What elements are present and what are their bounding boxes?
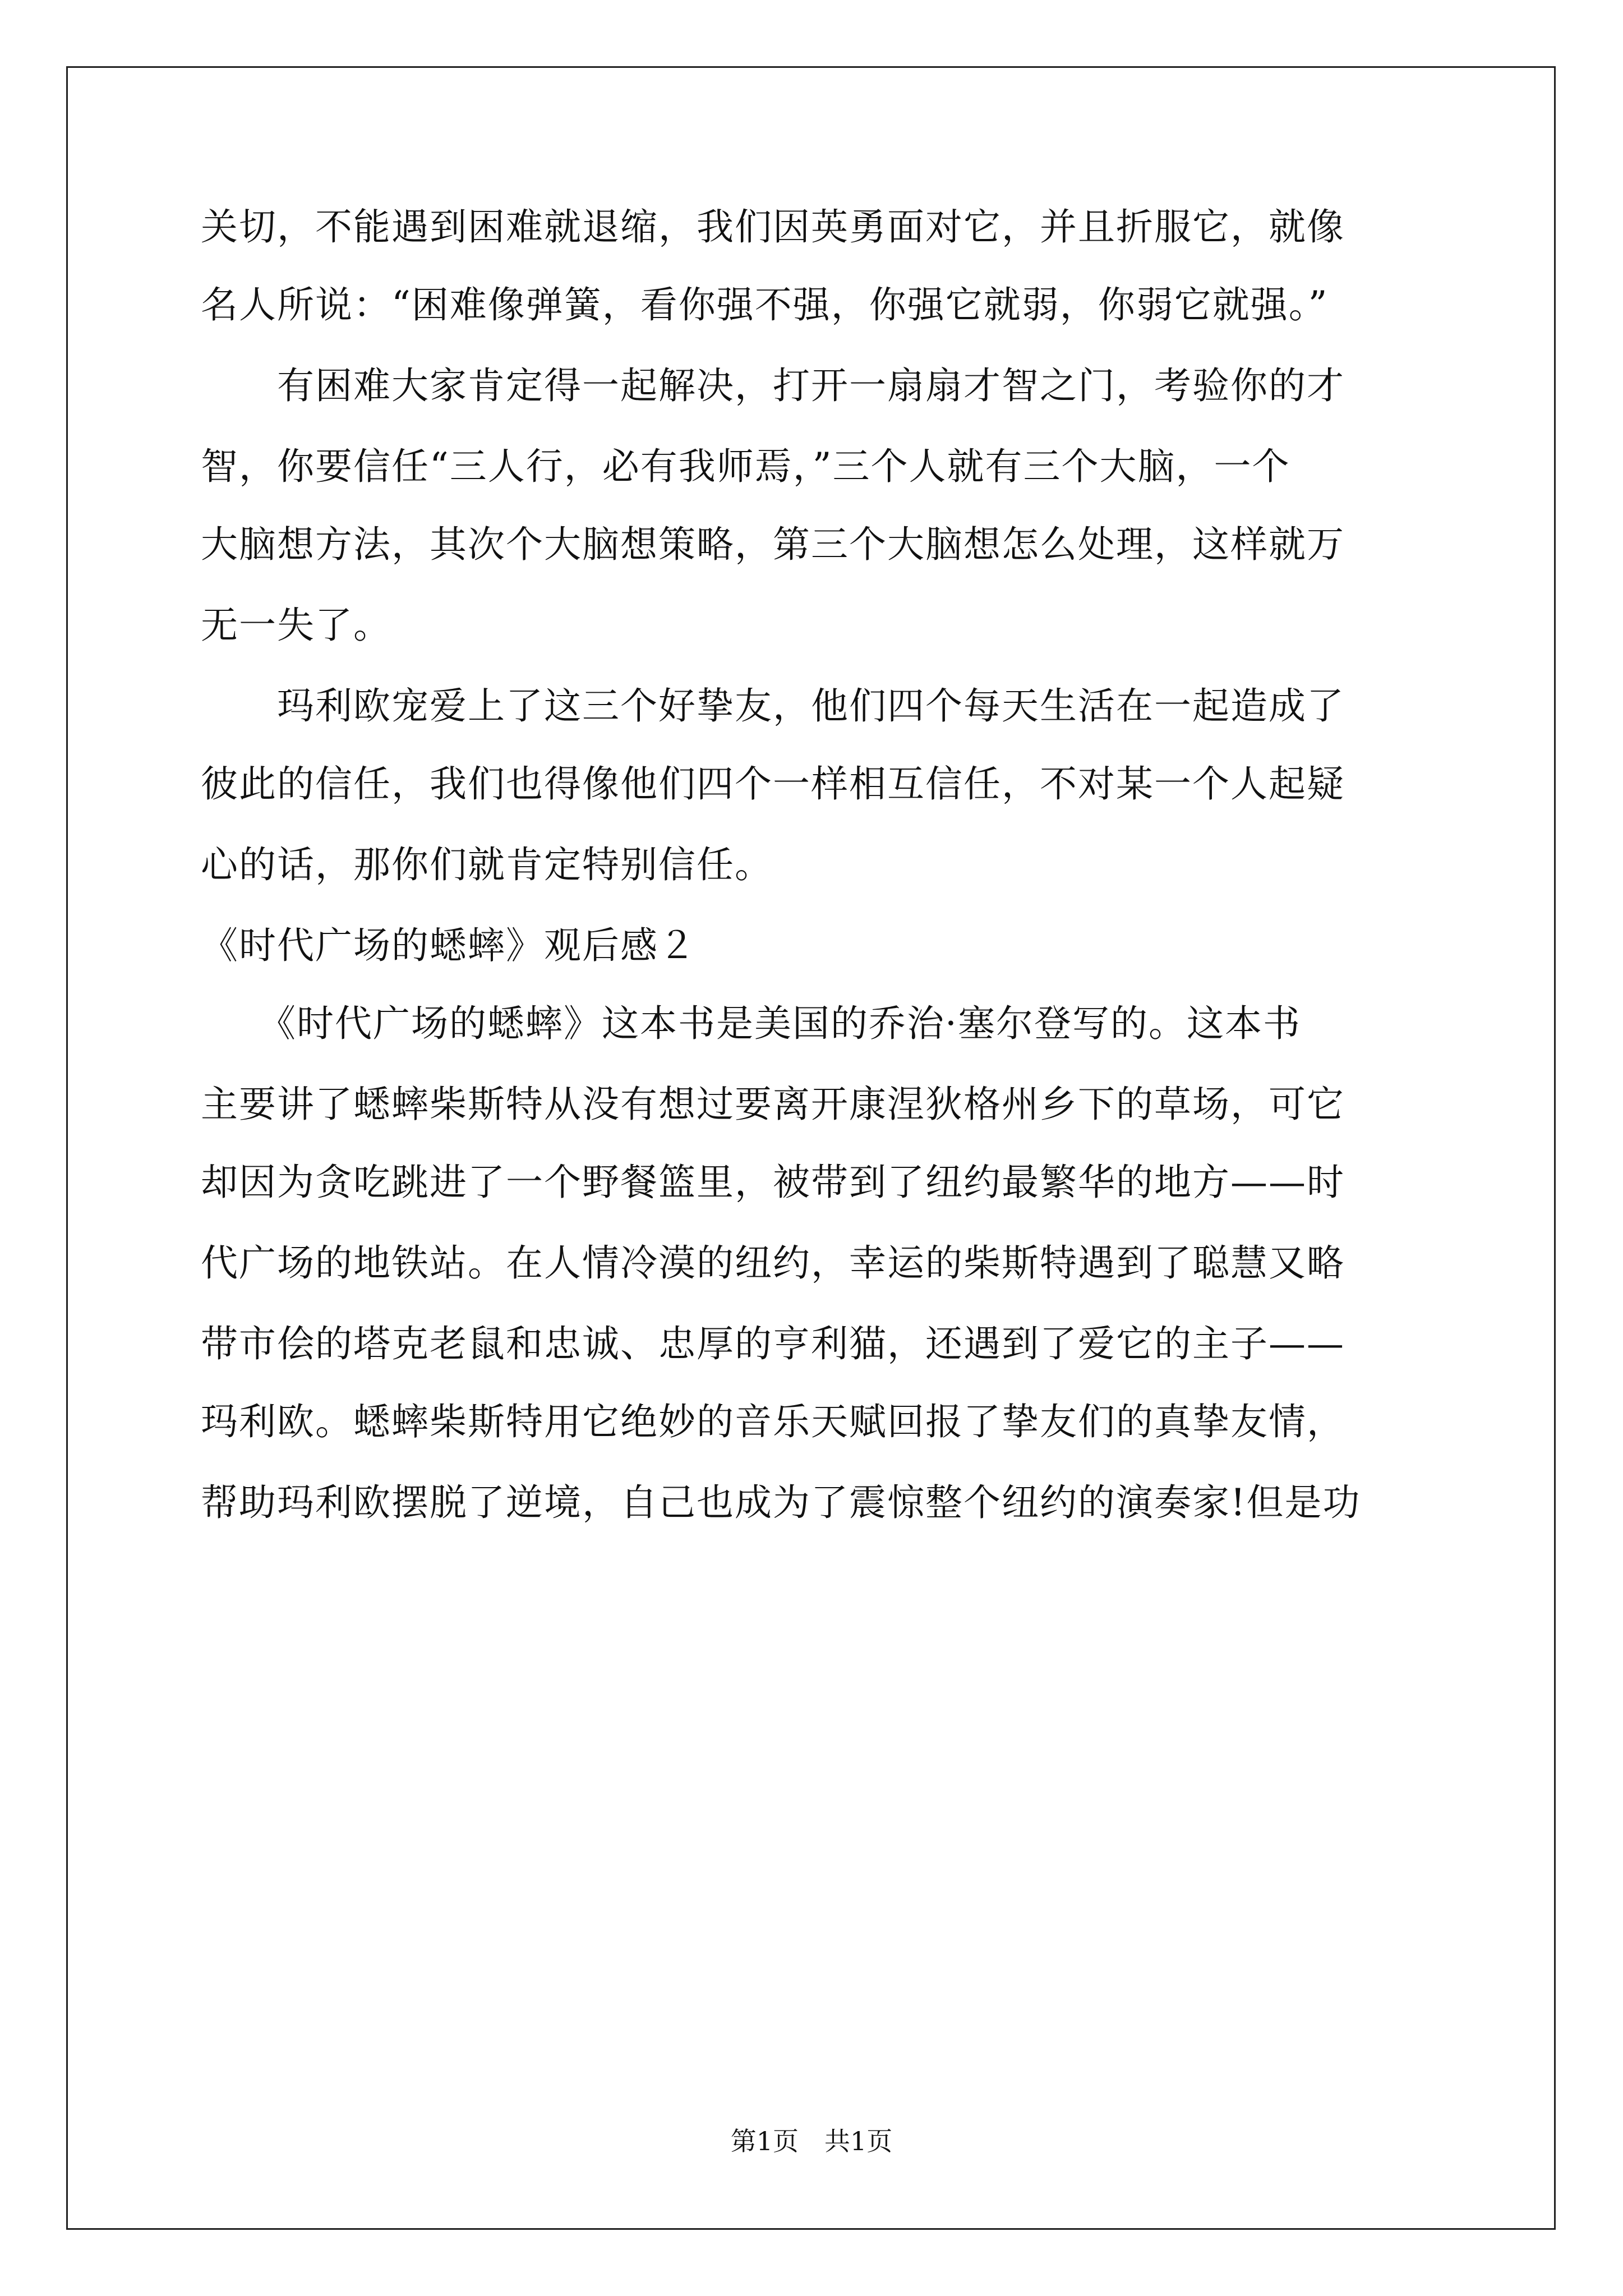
text-line: 玛利欧宠爱上了这三个好挚友，他们四个每天生活在一起造成了: [201, 684, 1345, 728]
text-line: 心的话，那你们就肯定特别信任。: [201, 843, 773, 886]
text-line: 名人所说：“困难像弹簧，看你强不强，你强它就弱，你弱它就强。”: [201, 283, 1329, 326]
text-line: 《时代广场的蟋蟀》这本书是美国的乔治·塞尔登写的。这本书: [201, 1002, 1301, 1045]
section-heading: 《时代广场的蟋蟀》观后感２: [201, 924, 697, 967]
text-line: 主要讲了蟋蟀柴斯特从没有想过要离开康涅狄格州乡下的草场，可它: [201, 1083, 1345, 1126]
text-line: 无一失了。: [201, 604, 391, 647]
text-line: 彼此的信任，我们也得像他们四个一样相互信任，不对某一个人起疑: [201, 762, 1345, 806]
text-line: 却因为贪吃跳进了一个野餐篮里，被带到了纽约最繁华的地方——时: [201, 1161, 1345, 1204]
text-line: 智，你要信任“三人行，必有我师焉，”三个人就有三个大脑，一个: [201, 445, 1290, 488]
text-line: 有困难大家肯定得一起解决，打开一扇扇才智之门，考验你的才: [201, 364, 1345, 407]
page-number: 第1页 共1页: [730, 2126, 893, 2156]
text-line: 玛利欧。蟋蟀柴斯特用它绝妙的音乐天赋回报了挚友们的真挚友情，: [201, 1400, 1345, 1443]
text-line: 带市侩的塔克老鼠和忠诚、忠厚的亨利猫，还遇到了爱它的主子——: [201, 1322, 1345, 1365]
text-line: 大脑想方法，其次个大脑想策略，第三个大脑想怎么处理，这样就万: [201, 523, 1345, 566]
text-line: 关切，不能遇到困难就退缩，我们因英勇面对它，并且折服它，就像: [201, 205, 1345, 249]
text-line: 帮助玛利欧摆脱了逆境，自己也成为了震惊整个纽约的演奏家!但是功: [201, 1481, 1361, 1524]
text-line: 代广场的地铁站。在人情冷漠的纽约，幸运的柴斯特遇到了聪慧又略: [201, 1241, 1345, 1285]
